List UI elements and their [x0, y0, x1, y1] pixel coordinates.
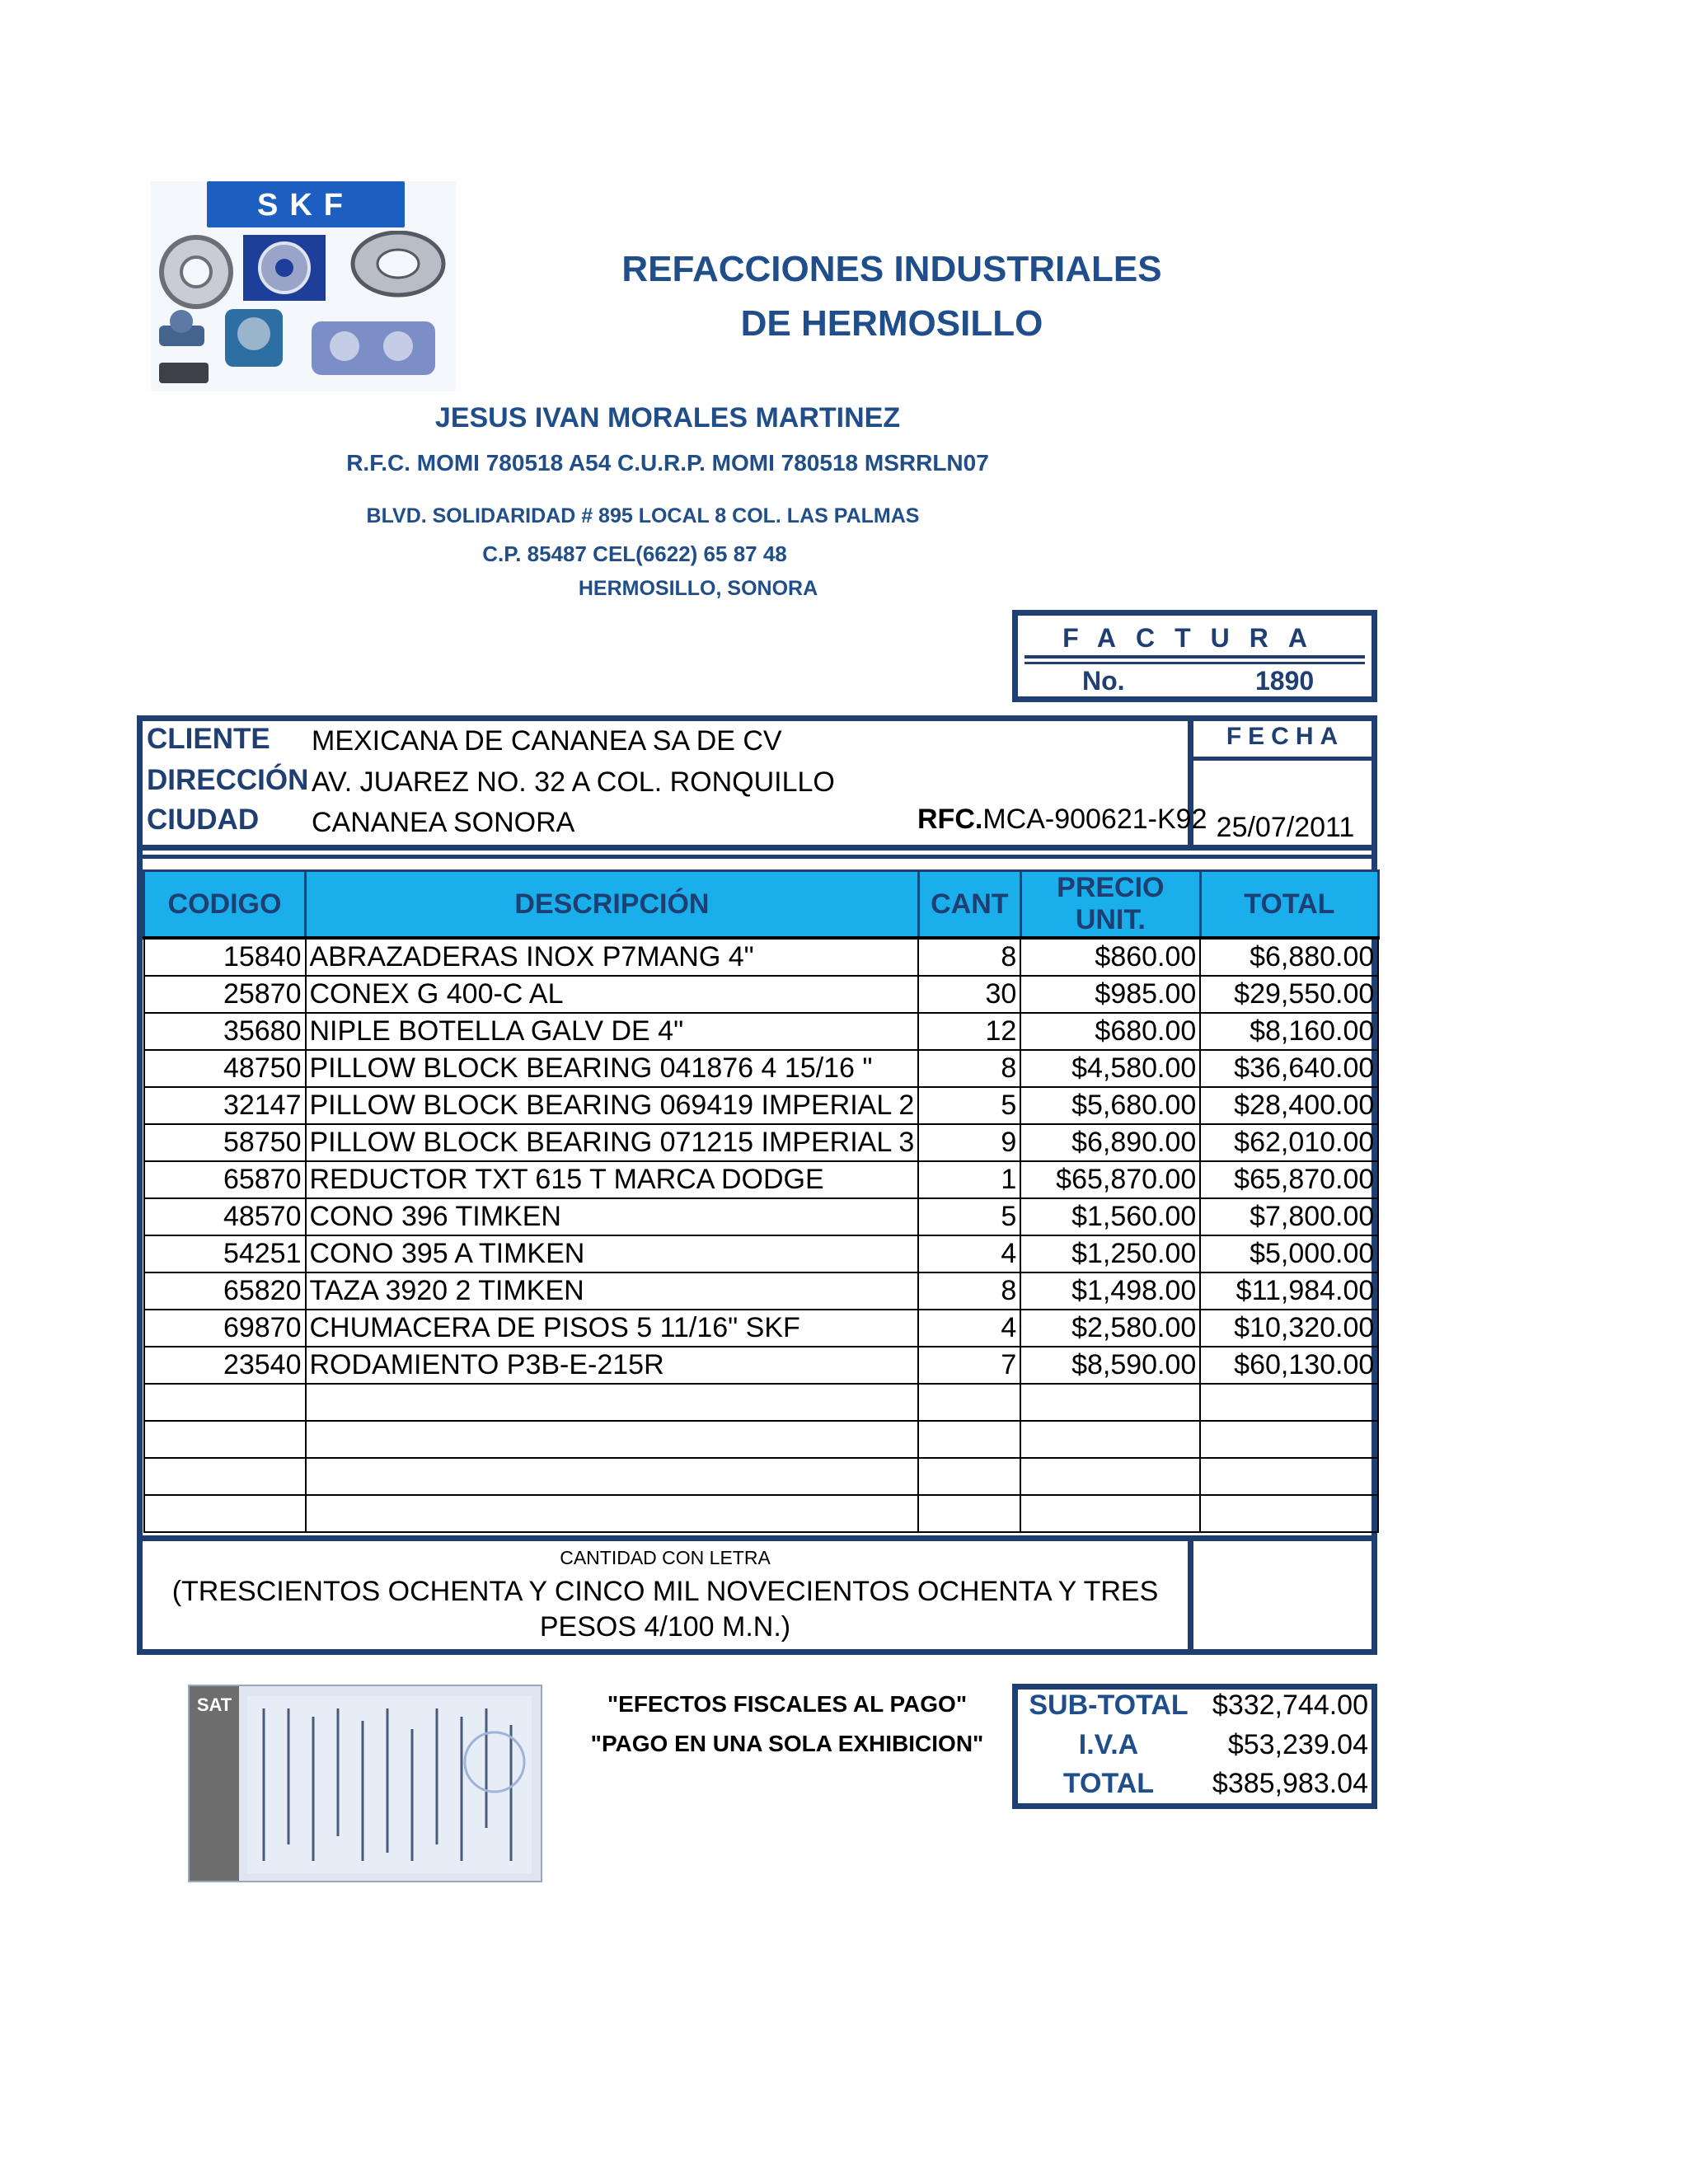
direccion-value: AV. JUAREZ NO. 32 A COL. RONQUILLO — [312, 766, 835, 798]
item-codigo: 32147 — [144, 1087, 306, 1124]
item-codigo: 65870 — [144, 1161, 306, 1198]
empty-cell — [918, 1421, 1020, 1458]
item-precio: $1,498.00 — [1020, 1272, 1200, 1310]
fecha-label: FECHA — [1226, 723, 1345, 750]
iva-label: I.V.A — [1078, 1729, 1139, 1760]
item-codigo: 48570 — [144, 1198, 306, 1235]
cliente-label: CLIENTE — [147, 723, 270, 755]
company-name-line2: DE HERMOSILLO — [740, 303, 1043, 344]
table-row — [144, 1235, 1379, 1272]
item-codigo: 23540 — [144, 1347, 306, 1384]
item-codigo: 35680 — [144, 1013, 306, 1050]
item-precio: $1,560.00 — [1020, 1198, 1200, 1235]
empty-cell — [144, 1384, 306, 1421]
empty-cell — [1200, 1495, 1378, 1532]
fecha-value: 25/07/2011 — [1216, 812, 1355, 843]
item-total: $29,550.00 — [1200, 976, 1378, 1013]
item-cant: 8 — [918, 1050, 1020, 1087]
rfc-curp: R.F.C. MOMI 780518 A54 C.U.R.P. MOMI 780518 MSRRLN07 — [346, 450, 989, 476]
item-cant: 30 — [918, 976, 1020, 1013]
item-descripcion: PILLOW BLOCK BEARING 041876 4 15/16 " — [306, 1050, 919, 1087]
item-cant: 12 — [918, 1013, 1020, 1050]
item-cant: 8 — [918, 1272, 1020, 1310]
subtotal-value: $332,744.00 — [1212, 1690, 1368, 1721]
amount-words-label: CANTIDAD CON LETRA — [560, 1547, 771, 1568]
empty-cell — [918, 1458, 1020, 1495]
skf-logo-text: SKF — [257, 188, 354, 223]
header-codigo: CODIGO — [144, 871, 306, 939]
item-cant: 7 — [918, 1347, 1020, 1384]
item-cant: 4 — [918, 1235, 1020, 1272]
empty-cell — [144, 1495, 306, 1532]
invoice-title: FACTURA — [1025, 621, 1365, 658]
table-row-empty — [144, 1421, 1379, 1458]
invoice-number-label: No. — [1082, 666, 1125, 696]
empty-cell — [918, 1495, 1020, 1532]
company-address1: BLVD. SOLIDARIDAD # 895 LOCAL 8 COL. LAS PALMAS — [366, 504, 920, 527]
ciudad-value: CANANEA SONORA — [312, 807, 575, 838]
header-precio: PRECIO UNIT. — [1020, 871, 1200, 939]
iva-value: $53,239.04 — [1227, 1729, 1368, 1760]
table-row — [144, 1310, 1379, 1347]
item-descripcion: PILLOW BLOCK BEARING 071215 IMPERIAL 3 — [306, 1124, 919, 1161]
item-precio: $8,590.00 — [1020, 1347, 1200, 1384]
sat-label: SAT — [196, 1694, 232, 1715]
item-precio: $65,870.00 — [1020, 1161, 1200, 1198]
item-codigo: 65820 — [144, 1272, 306, 1310]
item-total: $8,160.00 — [1200, 1013, 1378, 1050]
note-pago-exhibicion: "PAGO EN UNA SOLA EXHIBICION" — [590, 1731, 984, 1756]
table-row — [144, 1050, 1379, 1087]
rfc-label: RFC. — [917, 804, 983, 835]
company-address2: C.P. 85487 CEL(6622) 65 87 48 — [482, 541, 787, 566]
empty-cell — [144, 1421, 306, 1458]
empty-cell — [1020, 1384, 1200, 1421]
item-total: $7,800.00 — [1200, 1198, 1378, 1235]
item-precio: $6,890.00 — [1020, 1124, 1200, 1161]
invoice-number-box — [1012, 610, 1377, 702]
item-codigo: 69870 — [144, 1310, 306, 1347]
empty-cell — [144, 1458, 306, 1495]
total-value: $385,983.04 — [1212, 1768, 1368, 1799]
total-label: TOTAL — [1062, 1768, 1155, 1799]
item-codigo: 48750 — [144, 1050, 306, 1087]
item-descripcion: REDUCTOR TXT 615 T MARCA DODGE — [306, 1161, 919, 1198]
item-precio: $680.00 — [1020, 1013, 1200, 1050]
item-descripcion: TAZA 3920 2 TIMKEN — [306, 1272, 919, 1310]
empty-cell — [306, 1384, 919, 1421]
empty-cell — [1200, 1458, 1378, 1495]
direccion-label: DIRECCIÓN — [147, 764, 309, 796]
amount-words-line1: (TRESCIENTOS OCHENTA Y CINCO MIL NOVECIENTOS OCHENTA Y TRES — [171, 1576, 1159, 1607]
rfc-field — [917, 804, 1207, 836]
item-total: $36,640.00 — [1200, 1050, 1378, 1087]
table-row — [144, 1087, 1379, 1124]
sat-fiscal-id-card — [188, 1685, 542, 1882]
table-row-empty — [144, 1458, 1379, 1495]
table-row — [144, 1161, 1379, 1198]
empty-cell — [1020, 1495, 1200, 1532]
item-total: $28,400.00 — [1200, 1087, 1378, 1124]
table-body — [144, 938, 1379, 1532]
client-info-bottom-rule — [143, 845, 1372, 851]
item-descripcion: CONEX G 400-C AL — [306, 976, 919, 1013]
empty-cell — [918, 1384, 1020, 1421]
item-descripcion: CONO 396 TIMKEN — [306, 1198, 919, 1235]
company-city: HERMOSILLO, SONORA — [578, 577, 818, 600]
item-precio: $2,580.00 — [1020, 1310, 1200, 1347]
item-codigo: 58750 — [144, 1124, 306, 1161]
item-total: $5,000.00 — [1200, 1235, 1378, 1272]
company-name-line1: REFACCIONES INDUSTRIALES — [621, 249, 1162, 289]
item-precio: $1,250.00 — [1020, 1235, 1200, 1272]
invoice-number-row — [1025, 662, 1365, 697]
item-cant: 8 — [918, 938, 1020, 976]
table-row — [144, 1013, 1379, 1050]
item-cant: 4 — [918, 1310, 1020, 1347]
item-precio: $860.00 — [1020, 938, 1200, 976]
fecha-underline — [1193, 757, 1372, 761]
item-total: $62,010.00 — [1200, 1124, 1378, 1161]
item-precio: $4,580.00 — [1020, 1050, 1200, 1087]
table-row — [144, 1198, 1379, 1235]
item-cant: 1 — [918, 1161, 1020, 1198]
empty-cell — [306, 1495, 919, 1532]
table-row — [144, 976, 1379, 1013]
skf-logo — [207, 181, 405, 227]
owner-name: JESUS IVAN MORALES MARTINEZ — [434, 402, 901, 434]
empty-cell — [306, 1421, 919, 1458]
item-codigo: 54251 — [144, 1235, 306, 1272]
item-total: $65,870.00 — [1200, 1161, 1378, 1198]
amount-words-divider — [1188, 1541, 1193, 1649]
empty-cell — [306, 1458, 919, 1495]
empty-cell — [1200, 1421, 1378, 1458]
empty-cell — [1200, 1384, 1378, 1421]
header-total: TOTAL — [1200, 871, 1378, 939]
table-row — [144, 938, 1379, 976]
totals-box — [1012, 1684, 1377, 1809]
item-total: $11,984.00 — [1200, 1272, 1378, 1310]
sat-card-print — [247, 1696, 532, 1873]
item-descripcion: CONO 395 A TIMKEN — [306, 1235, 919, 1272]
empty-cell — [1020, 1458, 1200, 1495]
cliente-value: MEXICANA DE CANANEA SA DE CV — [312, 725, 782, 757]
item-precio: $5,680.00 — [1020, 1087, 1200, 1124]
item-descripcion: ABRAZADERAS INOX P7MANG 4" — [306, 938, 919, 976]
table-row-empty — [144, 1495, 1379, 1532]
header-descripcion: DESCRIPCIÓN — [306, 871, 919, 939]
ciudad-label: CIUDAD — [147, 804, 260, 836]
rfc-value: MCA-900621-K92 — [982, 804, 1207, 835]
table-row — [144, 1347, 1379, 1384]
table-header-row — [144, 871, 1379, 939]
item-total: $10,320.00 — [1200, 1310, 1378, 1347]
subtotal-label: SUB-TOTAL — [1029, 1690, 1189, 1721]
item-codigo: 25870 — [144, 976, 306, 1013]
item-cant: 5 — [918, 1087, 1020, 1124]
invoice-number: 1890 — [1255, 666, 1315, 696]
empty-cell — [1020, 1421, 1200, 1458]
item-codigo: 15840 — [144, 938, 306, 976]
items-table — [143, 869, 1380, 1533]
amount-words-top-rule — [143, 1535, 1372, 1541]
note-efectos-fiscales: "EFECTOS FISCALES AL PAGO" — [607, 1691, 968, 1717]
table-top-rule — [143, 855, 1372, 859]
item-descripcion: PILLOW BLOCK BEARING 069419 IMPERIAL 2 — [306, 1087, 919, 1124]
item-precio: $985.00 — [1020, 976, 1200, 1013]
table-row — [144, 1124, 1379, 1161]
item-cant: 9 — [918, 1124, 1020, 1161]
table-row-empty — [144, 1384, 1379, 1421]
item-total: $60,130.00 — [1200, 1347, 1378, 1384]
sat-card-strip — [190, 1686, 239, 1881]
item-descripcion: CHUMACERA DE PISOS 5 11/16" SKF — [306, 1310, 919, 1347]
header-cant: CANT — [918, 871, 1020, 939]
item-total: $6,880.00 — [1200, 938, 1378, 976]
item-descripcion: NIPLE BOTELLA GALV DE 4" — [306, 1013, 919, 1050]
table-row — [144, 1272, 1379, 1310]
item-cant: 5 — [918, 1198, 1020, 1235]
item-descripcion: RODAMIENTO P3B-E-215R — [306, 1347, 919, 1384]
amount-words-line2: PESOS 4/100 M.N.) — [539, 1611, 791, 1643]
